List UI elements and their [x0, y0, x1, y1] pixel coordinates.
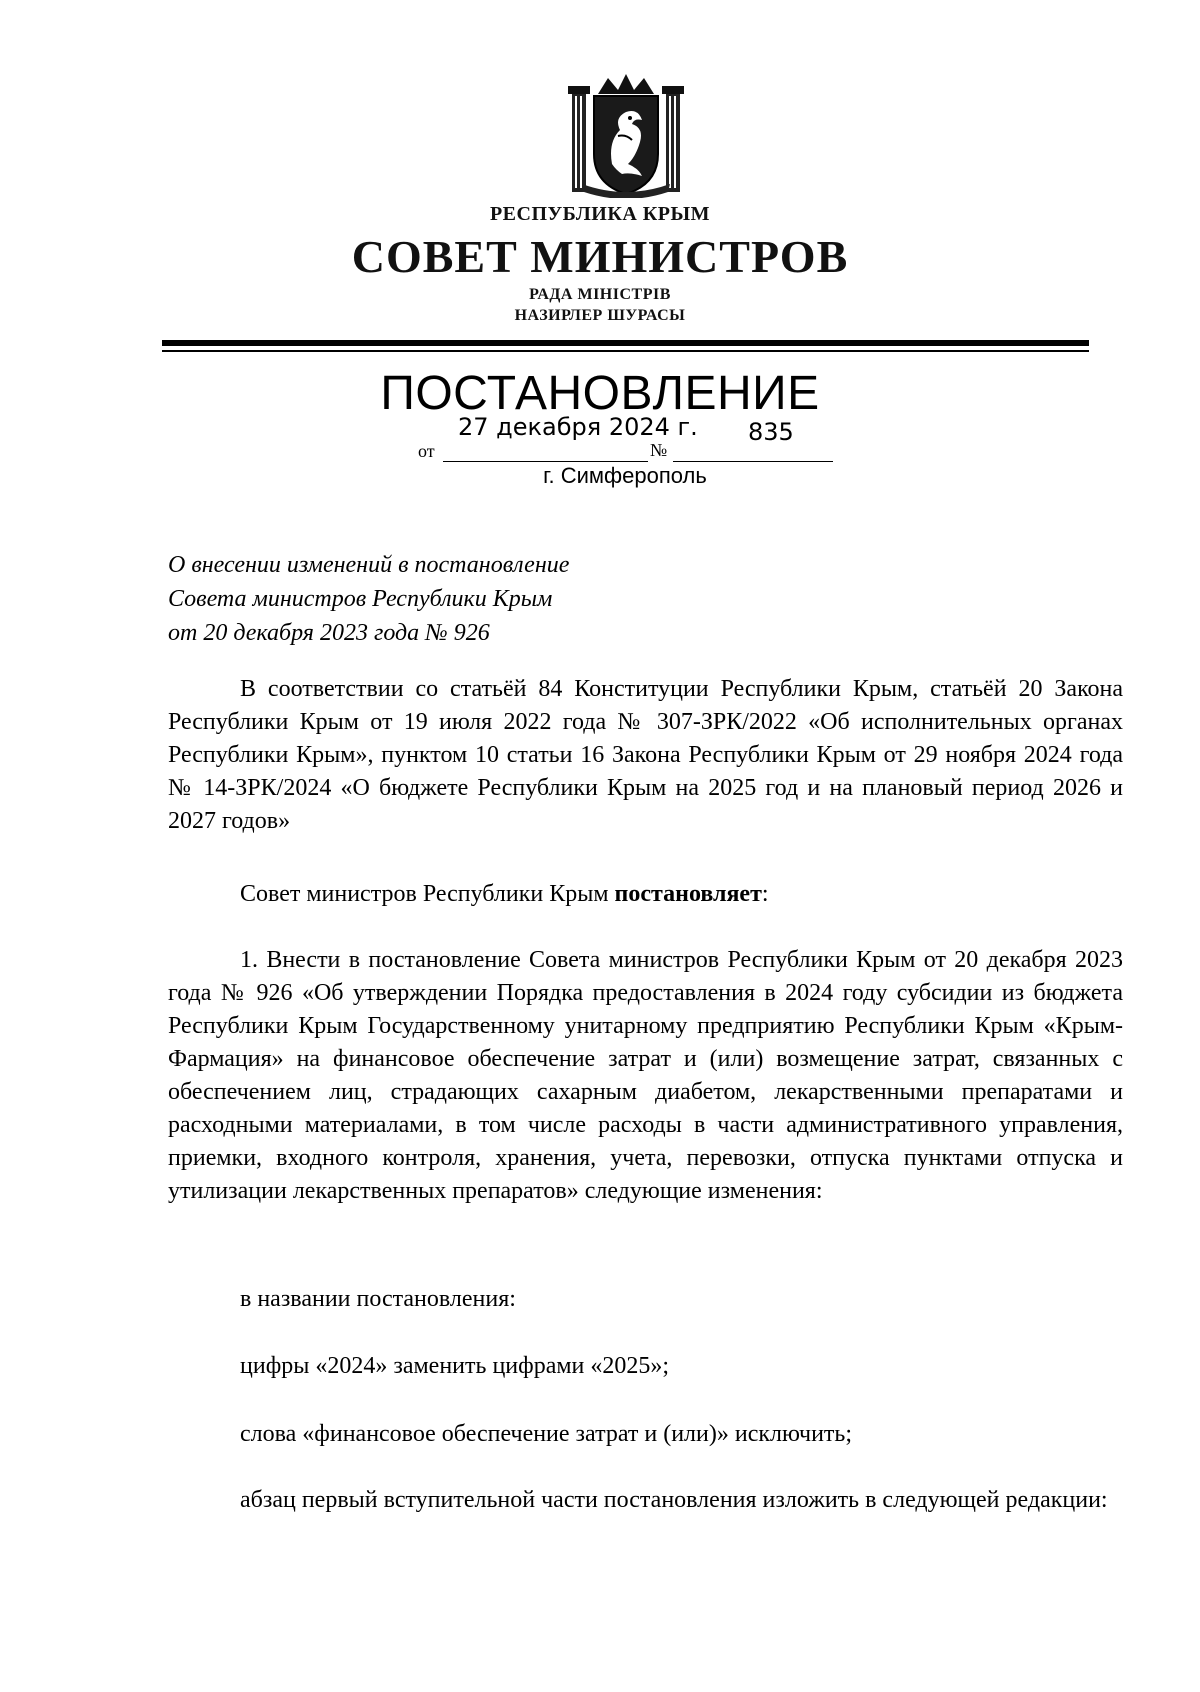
- change-in-title: в названии постановления:: [240, 1286, 516, 1312]
- resolves-keyword: постановляет: [614, 881, 762, 907]
- resolves-prefix: Совет министров Республики Крым: [240, 881, 615, 907]
- subject-line: О внесении изменений в постановление: [168, 552, 570, 578]
- subject-line: от 20 декабря 2023 года № 926: [168, 620, 490, 646]
- change-paragraph: абзац первый вступительной части постановления изложить в следующей редакции:: [240, 1487, 1108, 1513]
- date-label: от: [418, 441, 435, 461]
- decree-date: 27 декабря 2024 г.: [458, 413, 698, 441]
- change-digits: цифры «2024» заменить цифрами «2025»;: [240, 1353, 670, 1379]
- republic-name: РЕСПУБЛИКА КРЫМ: [489, 203, 711, 225]
- header-divider-thin: [162, 350, 1089, 352]
- resolves-paragraph: [168, 878, 1123, 911]
- header-divider-thick: [162, 340, 1089, 346]
- item-1-paragraph: 1. Внести в постановление Совета министров Республики Крым от 20 декабря 2023 года № 926 «Об утверждении Порядка предоставления в 2024 году субсидии из бюджета Республики Крым Государственному унитарному предприятию Республики Крым «Крым-Фармация» на финансовое обеспечение затрат и (или) возмещение затрат, связанных с обеспечением лиц, страдающих сахарным диабетом, лекарственными препаратами и расходными материалами, в том числе расходы в части административного управления, приемки, входного контроля, хранения, учета, перевозки, отпуска пунктами отпуска и утилизации лекарственных препаратов» следующие изменения:: [168, 947, 1123, 1204]
- decree-subject: [168, 548, 728, 650]
- decree-number: 835: [748, 418, 794, 446]
- legal-basis-paragraph: В соответствии со статьёй 84 Конституции Республики Крым, статьёй 20 Закона Республики Крым от 19 июля 2022 года № 307-ЗРК/2022 «Об исполнительных органах Республики Крым», пунктом 10 статьи 16 Закона Республики Крым от 29 ноября 2024 года № 14-ЗРК/2024 «О бюджете Республики Крым на 2025 год и на плановый период 2026 и 2027 годов»: [168, 676, 1123, 834]
- council-name-crimean-tatar: НАЗИРЛЕР ШУРАСЫ: [514, 307, 686, 324]
- subject-line: Совета министров Республики Крым: [168, 586, 553, 612]
- decree-city: г. Симферополь: [543, 463, 707, 488]
- council-name-ukrainian: РАДА МІНІСТРІВ: [529, 286, 671, 303]
- number-label: №: [650, 440, 668, 460]
- number-underline: [673, 461, 833, 462]
- resolves-suffix: :: [761, 881, 769, 907]
- council-name: СОВЕТ МИНИСТРОВ: [351, 231, 849, 282]
- change-words: слова «финансовое обеспечение затрат и (или)» исключить;: [240, 1421, 853, 1447]
- date-underline: [443, 461, 648, 462]
- decree-title: ПОСТАНОВЛЕНИЕ: [380, 367, 820, 420]
- crimea-coat-of-arms-icon: [568, 72, 684, 198]
